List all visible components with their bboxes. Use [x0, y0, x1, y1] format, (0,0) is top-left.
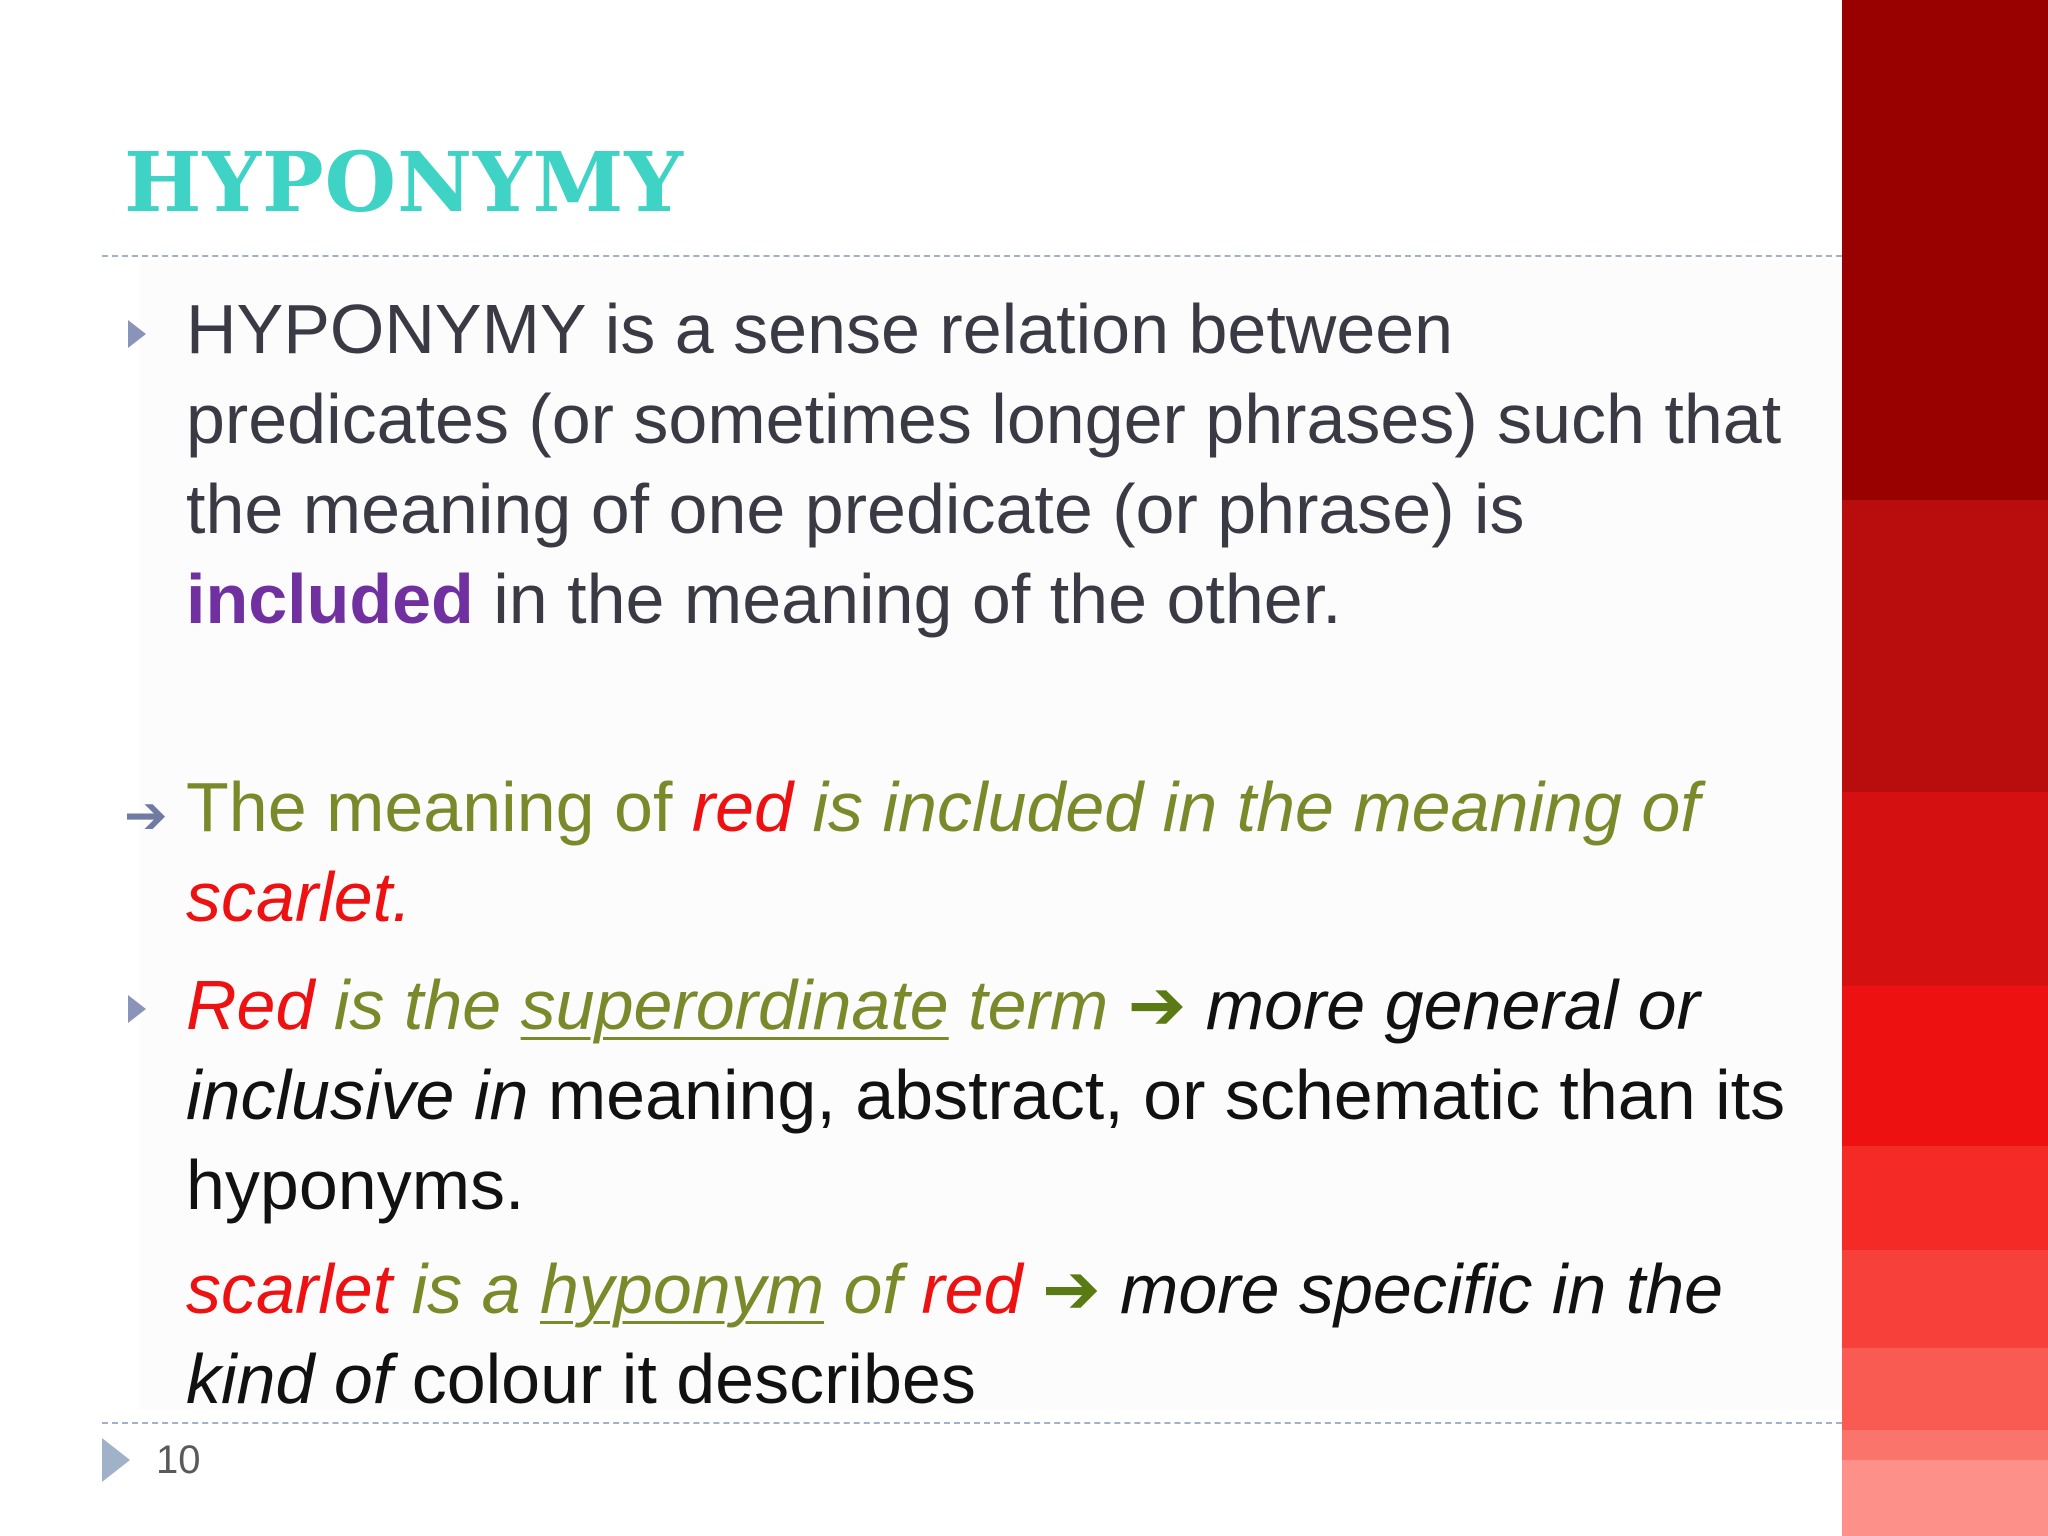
superordinate-text-term: term: [948, 966, 1128, 1044]
decorative-red-stripe: [1842, 0, 2048, 1536]
superordinate-text: is the: [314, 966, 521, 1044]
stripe-band: [1842, 1348, 2048, 1430]
bottom-divider: [102, 1422, 1842, 1424]
example-paragraph: [186, 762, 1826, 942]
stripe-band: [1842, 500, 2048, 792]
word-red: red: [921, 1250, 1023, 1328]
bullet-triangle-icon: [128, 995, 146, 1023]
example-text-middle: is included in the meaning of: [793, 768, 1700, 846]
example-text: The meaning of: [186, 768, 692, 846]
hyponym-description: more specific in the kind of: [186, 1250, 1724, 1418]
term-superordinate: superordinate: [520, 966, 949, 1044]
word-red: red: [691, 768, 794, 846]
footer-triangle-icon: [102, 1438, 130, 1482]
stripe-band: [1842, 1430, 2048, 1460]
word-red: Red: [186, 966, 315, 1044]
slide-title: HYPONYMY: [124, 135, 684, 231]
hyponym-description-end: colour it describes: [392, 1340, 976, 1418]
emphasis-included: included: [186, 560, 474, 638]
hyponym-text-of: of: [824, 1250, 922, 1328]
stripe-band: [1842, 1250, 2048, 1348]
definition-text-end: in the meaning of the other.: [473, 560, 1342, 638]
superordinate-description: more general or inclusive in: [186, 966, 1700, 1134]
bullet-triangle-icon: [128, 320, 146, 348]
stripe-band: [1842, 1460, 2048, 1536]
stripe-band: [1842, 1146, 2048, 1250]
term-hyponym: hyponym: [540, 1250, 825, 1328]
page-number: 10: [156, 1438, 201, 1482]
definition-text: HYPONYMY is a sense relation between predicates (or sometimes longer phrases) such that the meaning of one predicate (or phrase) is: [186, 290, 1782, 548]
word-scarlet: scarlet: [186, 1250, 393, 1328]
superordinate-paragraph: [186, 960, 1826, 1230]
arrow-icon: ➔: [1127, 966, 1187, 1044]
definition-paragraph: [186, 284, 1786, 644]
arrow-icon: ➔: [1041, 1250, 1101, 1328]
stripe-band: [1842, 792, 2048, 986]
stripe-band: [1842, 0, 2048, 500]
arrow-bullet-icon: ➔: [124, 787, 168, 845]
hyponym-paragraph: [186, 1244, 1826, 1424]
hyponym-text: is a: [392, 1250, 540, 1328]
superordinate-description-end: meaning, abstract, or schematic than its hyponyms.: [186, 1056, 1786, 1224]
word-scarlet: scarlet.: [186, 858, 412, 936]
top-divider: [102, 255, 1842, 257]
stripe-band: [1842, 986, 2048, 1146]
